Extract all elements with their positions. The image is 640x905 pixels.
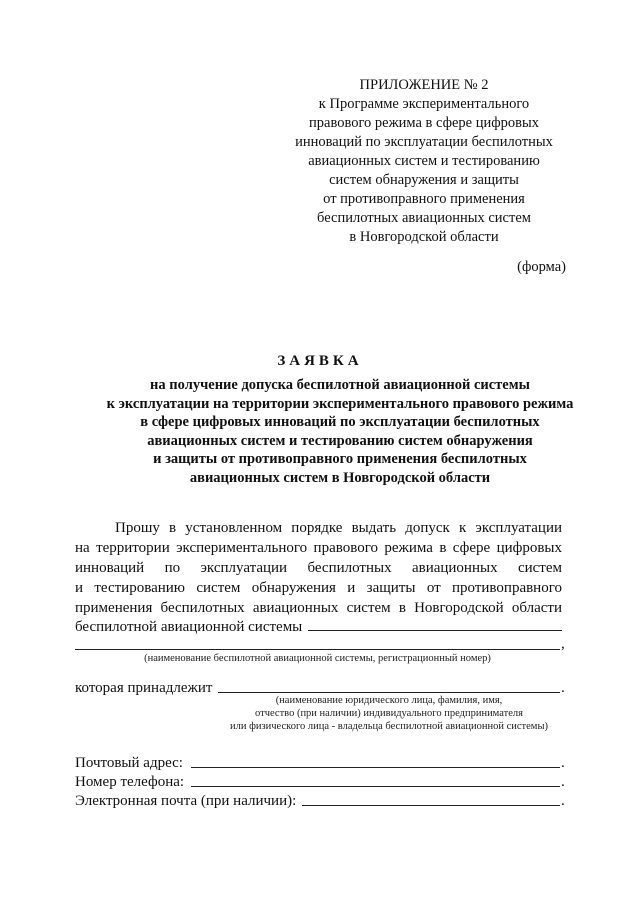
email-period: . xyxy=(561,793,565,809)
comma: , xyxy=(561,636,565,652)
annex-header xyxy=(286,76,562,247)
phone-field[interactable] xyxy=(191,786,560,787)
subtitle-line: авиационных систем и тестированию систем обнаружения xyxy=(147,432,533,449)
paragraph-line: на территории экспериментального правового режима в сфере цифровых xyxy=(75,540,562,556)
owner-field[interactable] xyxy=(218,692,560,693)
annex-line: от противоправного применения xyxy=(323,191,525,207)
owner-label: которая принадлежит xyxy=(75,680,213,696)
subtitle-line: к эксплуатации на территории экспериментального правового режима xyxy=(106,395,574,412)
annex-line: беспилотных авиационных систем xyxy=(317,210,531,226)
caption-line: (наименование юридического лица, фамилия, имя, xyxy=(275,695,503,706)
document-title: ЗАЯВКА xyxy=(277,353,363,369)
phone-label: Номер телефона: xyxy=(75,774,185,790)
postal-label: Почтовый адрес: xyxy=(75,755,183,771)
subtitle-line: на получение допуска беспилотной авиационной системы xyxy=(150,377,530,393)
request-paragraph xyxy=(75,518,562,618)
system-caption xyxy=(75,652,560,665)
system-label: беспилотной авиационной системы xyxy=(75,619,303,635)
paragraph-line: инноваций по эксплуатации беспилотных авиационных систем xyxy=(75,560,562,576)
paragraph-line: Прошу в установленном порядке выдать допуск к эксплуатации xyxy=(115,520,562,536)
system-name-field[interactable] xyxy=(308,630,562,631)
system-name-field-continued[interactable] xyxy=(75,649,560,650)
caption-line: отчество (при наличии) индивидуального предпринимателя xyxy=(255,708,523,719)
annex-line: к Программе экспериментального xyxy=(318,96,530,112)
subtitle-line: в сфере цифровых инноваций по эксплуатации беспилотных xyxy=(140,414,540,431)
annex-line: авиационных систем и тестированию xyxy=(308,153,540,169)
annex-line: систем обнаружения и защиты xyxy=(329,172,519,188)
owner-caption xyxy=(218,694,560,733)
postal-period: . xyxy=(561,755,565,771)
annex-line: ПРИЛОЖЕНИЕ № 2 xyxy=(359,77,489,93)
annex-line: в Новгородской области xyxy=(349,229,499,245)
caption-line: (наименование беспилотной авиационной системы, регистрационный номер) xyxy=(144,653,491,664)
email-field[interactable] xyxy=(302,805,560,806)
paragraph-line: и тестированию систем обнаружения и защиты от противоправного xyxy=(75,580,562,596)
postal-address-field[interactable] xyxy=(191,767,560,768)
phone-period: . xyxy=(561,774,565,790)
caption-line: или физического лица - владельца беспилотной авиационной системы) xyxy=(229,721,548,732)
owner-period: . xyxy=(561,680,565,696)
subtitle-line: авиационных систем в Новгородской области xyxy=(189,469,491,486)
email-label: Электронная почта (при наличии): xyxy=(75,793,297,809)
annex-line: инноваций по эксплуатации беспилотных xyxy=(295,134,553,150)
form-label: (форма) xyxy=(517,259,566,275)
paragraph-line: применения беспилотных авиационных систем в Новгородской области xyxy=(75,600,562,616)
annex-line: правового режима в сфере цифровых xyxy=(309,115,539,131)
subtitle-line: и защиты от противоправного применения беспилотных xyxy=(153,451,527,468)
document-subtitle xyxy=(60,376,620,488)
